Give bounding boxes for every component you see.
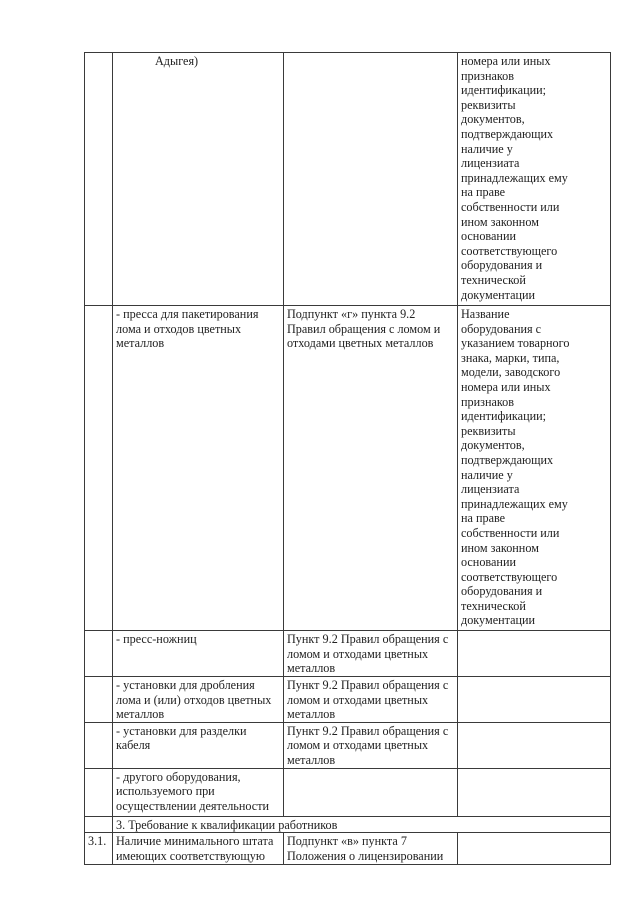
equipment-cell: - другого оборудования, используемого при осуществлении деятельности [113,768,284,816]
table-row [85,722,611,768]
table-row [85,306,611,631]
equipment-cell: - пресса для пакетирования лома и отходов цветных металлов [113,306,284,631]
documents-cell [458,833,611,864]
row-number-cell [85,816,113,833]
row-number-cell: 3.1. [85,833,113,864]
equipment-cell: - установки для разделки кабеля [113,722,284,768]
reference-cell [284,768,458,816]
equipment-cell: Адыгея) [113,53,284,306]
table-row [85,631,611,677]
reference-cell: Подпункт «в» пункта 7 Положения о лицензировании [284,833,458,864]
row-number-cell [85,53,113,306]
row-number-cell [85,677,113,723]
reference-cell: Подпункт «г» пункта 9.2 Правил обращения с ломом и отходами цветных металлов [284,306,458,631]
table-row [85,53,611,306]
row-number-cell [85,722,113,768]
reference-cell: Пункт 9.2 Правил обращения с ломом и отходами цветных металлов [284,677,458,723]
row-number-cell [85,306,113,631]
row-number-cell [85,631,113,677]
section-header-row [85,816,611,833]
documents-cell: Название оборудования с указанием товарного знака, марки, типа, модели, заводского номера или иных признаков идентификации; реквизиты документов, подтверждающих наличие у лицензиата принадлежащих ему на праве собственности или ином законном основании соответствующего оборудования и технической документации [458,306,611,631]
equipment-cell: - пресс-ножниц [113,631,284,677]
table-row [85,833,611,864]
documents-cell [458,677,611,723]
documents-cell [458,768,611,816]
equipment-cell: - установки для дробления лома и (или) отходов цветных металлов [113,677,284,723]
documents-cell [458,631,611,677]
reference-cell [284,53,458,306]
reference-cell: Пункт 9.2 Правил обращения с ломом и отходами цветных металлов [284,722,458,768]
documents-cell [458,722,611,768]
reference-cell: Пункт 9.2 Правил обращения с ломом и отходами цветных металлов [284,631,458,677]
requirements-table [84,52,611,865]
table-row [85,677,611,723]
equipment-cell: Наличие минимального штата имеющих соответствующую [113,833,284,864]
table-row [85,768,611,816]
documents-cell: номера или иных признаков идентификации; реквизиты документов, подтверждающих наличие у лицензиата принадлежащих ему на праве собственности или ином законном основании соответствующего оборудования и технической документации [458,53,611,306]
row-number-cell [85,768,113,816]
section-header: 3. Требование к квалификации работников [113,816,611,833]
